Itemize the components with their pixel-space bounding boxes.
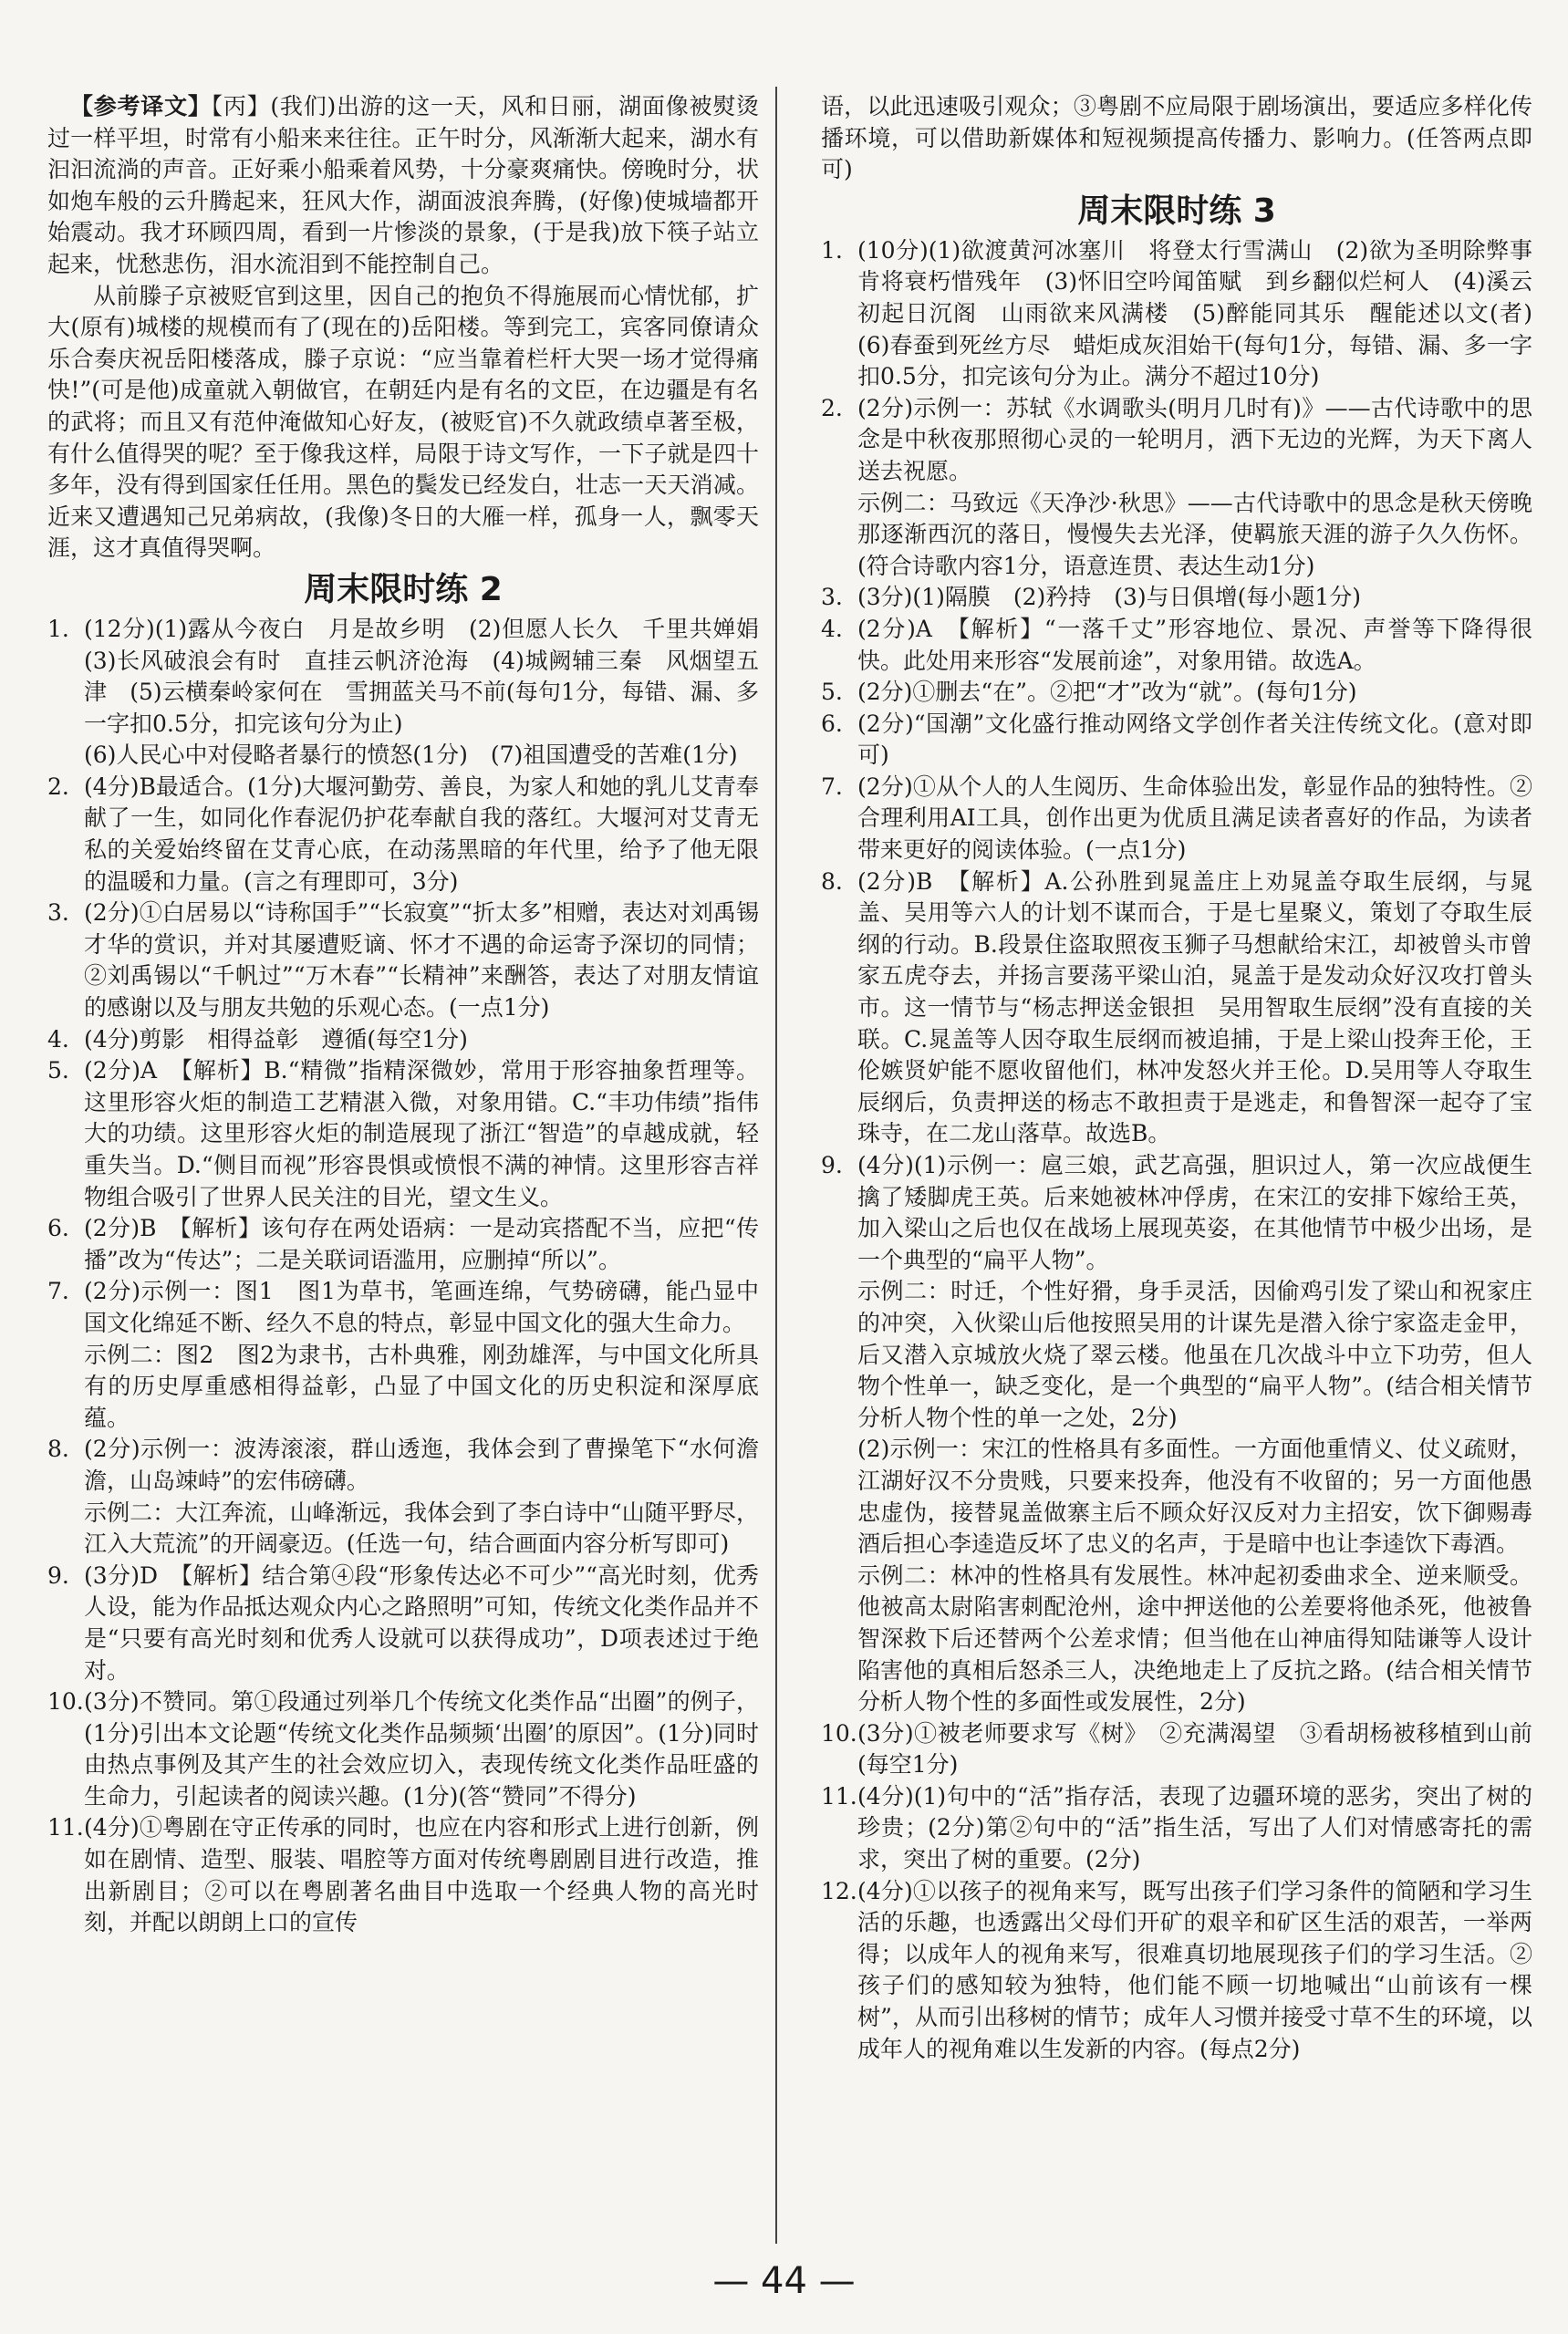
answer-number: 2. [821,394,843,421]
translation-paragraph-2: 从前滕子京被贬官到这里，因自己的抱负不得施展而心情忧郁，扩大(原有)城楼的规模而有了(现在的)岳阳楼。等到完工，宾客同僚请众乐合奏庆祝岳阳楼落成，滕子京说：“应当靠着栏杆大哭一场才觉得痛快!”(可是他)成童就入朝做官，在朝廷内是有名的文臣，在边疆是有名的武将；而且又有范仲淹做知心好友，(被贬官)不久就政绩卓著至极，有什么值得哭的呢？至于像我这样，局限于诗文写作，一下子就是四十多年，没有得到国家任任用。黑色的鬓发已经发白，壮志一天天消减。近来又遭遇知己兄弟病故，(我像)冬日的大雁一样，孤身一人，飘零天涯，这才真值得哭啊。 [47,282,759,562]
answer-item [47,1561,759,1686]
answer-item [47,614,783,740]
section-title-3: 周末限时练 3 [1077,192,1276,230]
right-column [821,91,1556,2065]
answer-text: 示例二：时迁，个性好猾，身手灵活，因偷鸡引发了梁山和祝家庄的冲突，入伙梁山后他按照吴用的计谋先是潜入徐宁家盗走金甲，后又潜入京城放火烧了翠云楼。他虽在几次战斗中立下功劳，但人物个性单一，缺乏变化，是一个典型的“扁平人物”。(结合相关情节分析人物个性的单一之处，2分) [857,1278,1532,1431]
answer-number: 9. [47,1561,69,1589]
answer-text: 示例二：大江奔流，山峰渐远，我体会到了李白诗中“山随平野尽，江入大荒流”的开阔豪迈。(任选一句，结合画面内容分析写即可) [84,1499,759,1558]
answers-2 [47,614,783,1939]
answer-number: 6. [47,1215,69,1242]
column-divider [775,87,777,2244]
answer-item [47,740,759,772]
page-number: — 44 — [712,2260,856,2302]
answer-text: (2分)示例一：图1 图1为草书，笔画连绵，气势磅礴，能凸显中国文化绵延不断、经久不息的特点，彰显中国文化的强大生命力。 [84,1278,759,1336]
answer-number: 7. [47,1278,69,1305]
answer-number: 7. [821,773,843,800]
answer-number: 12. [821,1877,857,1904]
answer-number: 4. [47,1025,69,1053]
answer-item [47,1812,759,1938]
answer-item [821,1561,1532,1718]
answer-item [821,709,1532,772]
answer-number: 9. [821,1152,843,1178]
answer-number: 5. [47,1057,69,1084]
answer-item [821,488,1532,583]
answer-text: (2分)示例一：苏轼《水调歌头(明月几时有)》——古代诗歌中的思念是中秋夜那照彻心灵的一轮明月，洒下无边的光辉，为天下离人送去祝愿。 [857,394,1532,484]
answer-item [47,1055,759,1213]
answer-text: (3分)D 【解析】结合第④段“形象传达必不可少”“高光时刻，优秀人设，能为作品抵达观众内心之路照明”可知，传统文化类作品并不是“只要有高光时刻和优秀人设就可以获得成功”，D项表述过于绝对。 [84,1561,759,1684]
answer-number: 1. [47,615,69,642]
answer-text: (4分)(1)句中的“活”指存活，表现了边疆环境的恶劣，突出了树的珍贵；(2分)第②句中的“活”指生活，写出了人们对情感寄托的需求，突出了树的重要。(2分) [857,1782,1532,1873]
answer-text: (12分)(1)露从今夜白 月是故乡明 (2)但愿人长久 千里共婵娟 (3)长风破浪会有时 直挂云帆济沧海 (4)城阙辅三秦 风烟望五津 (5)云横秦岭家何在 雪拥蓝关马不前(每句1分，每错、漏、多一字扣0.5分，扣完该句分为止) [84,615,783,737]
answer-text: (6)人民心中对侵略者暴行的愤怒(1分) (7)祖国遭受的苦难(1分) [84,742,738,769]
answer-item [821,1276,1532,1434]
answer-text: 示例二：图2 图2为隶书，古朴典雅，刚劲雄浑，与中国文化所具有的历史厚重感相得益彰，凸显了中国文化的历史积淀和深厚底蕴。 [84,1341,759,1431]
answer-item [47,1434,759,1497]
answer-number: 3. [47,899,69,927]
answer-text: (2分)B 【解析】该句存在两处语病：一是动宾搭配不当，应把“传播”改为“传达”；二是关联词语滥用，应删掉“所以”。 [84,1215,759,1273]
answer-item [821,772,1532,866]
answer-item [47,1340,759,1435]
answer-text: (4分)B最适合。(1分)大堰河勤劳、善良，为家人和她的乳儿艾青奉献了一生，如同化作春泥仍护花奉献自我的落红。大堰河对艾青无私的关爱始终留在艾青心底，在动荡黑暗的年代里，给予了他无限的温暖和力量。(言之有理即可，3分) [84,773,759,895]
answer-number: 8. [821,867,843,895]
answer-text: (4分)剪影 相得益彰 遵循(每空1分) [84,1025,468,1053]
answer-text: (3分)不赞同。第①段通过列举几个传统文化类作品“出圈”的例子，(1分)引出本文论题“传统文化类作品频频‘出圈’的原因”。(1分)同时由热点事例及其产生的社会效应切入，表现传统文化类作品旺盛的生命力，引起读者的阅读兴趣。(1分)(答“赞同”不得分) [84,1688,759,1810]
answer-text: (2分)示例一：波涛滚滚，群山透迤，我体会到了曹操笔下“水何澹澹，山岛竦峙”的宏伟磅礴。 [84,1436,759,1494]
answer-text: (2分)①白居易以“诗称国手”“长寂寞”“折太多”相赠，表达对刘禹锡才华的赏识，并对其屡遭贬谪、怀才不遇的命运寄予深切的同情；②刘禹锡以“千帆过”“万木春”“长精神”来酬答，表达了对朋友情谊的感谢以及与朋友共勉的乐观心态。(一点1分) [84,899,759,1022]
answer-item [47,1276,759,1339]
answer-text: (2)示例一：宋江的性格具有多面性。一方面他重情义、仗义疏财，江湖好汉不分贵贱，只要来投奔，他没有不收留的；另一方面他愚忠虚伪，接替晁盖做寨主后不顾众好汉反对力主招安，饮下御赐毒酒后担心李逵造反坏了忠义的名声，于是暗中也让李逵饮下毒酒。 [857,1436,1532,1558]
answer-number: 2. [47,773,69,800]
answer-number: 4. [821,615,843,642]
answer-number: 11. [47,1814,84,1841]
answer-item [47,1686,759,1812]
answer-text: (2分)“国潮”文化盛行推动网络文学创作者关注传统文化。(意对即可) [857,710,1532,769]
answer-item [821,1434,1532,1560]
answer-item [821,866,1532,1150]
answer-item [821,1781,1532,1876]
answer-item [47,1498,759,1561]
answers-3 [821,235,1556,2065]
answer-text: (4分)①粤剧在守正传承的同时，也应在内容和形式上进行创新，例如在剧情、造型、服装、唱腔等方面对传统粤剧剧目进行改造，推出新剧目；②可以在粤剧著名曲目中选取一个经典人物的高光时刻，并配以朗朗上口的宣传 [84,1814,759,1936]
answer-number: 6. [821,710,843,737]
answer-text: (2分)①删去“在”。②把“才”改为“就”。(每句1分) [857,679,1357,706]
answer-text: (3分)(1)隔膜 (2)矜持 (3)与日俱增(每小题1分) [857,584,1362,611]
answer-item [821,1876,1532,2066]
answer-text: (2分)A 【解析】B.“精微”指精深微妙，常用于形容抽象哲理等。这里形容火炬的制造工艺精湛入微，对象用错。C.“丰功伟绩”指伟大的功绩。这里形容火炬的制造展现了浙江“智造”的卓越成就，轻重失当。D.“侧目而视”形容畏惧或愤恨不满的神情。这里形容吉祥物组合吸引了世界人民关注的目光，望文生义。 [84,1057,759,1210]
left-column [47,91,783,1939]
answer-text: (4分)①以孩子的视角来写，既写出孩子们学习条件的简陋和学习生活的乐趣，也透露出父母们开矿的艰辛和矿区生活的艰苦，一举两得；以成年人的视角来写，很难真切地展现孩子们的学习生活。②孩子们的感知较为独特，他们能不顾一切地喊出“山前该有一棵树”，从而引出移树的情节；成年人习惯并接受寸草不生的环境，以成年人的视角难以生发新的内容。(每点2分) [857,1877,1532,2062]
answer-item [821,393,1532,488]
answer-item [47,772,759,897]
answer-text: (2分)A 【解析】“一落千丈”形容地位、景况、声誉等下降得很快。此处用来形容“发展前途”，对象用错。故选A。 [857,615,1532,674]
answer-number: 10. [821,1719,857,1747]
answer-item [47,897,759,1023]
answer-text: (2分)B 【解析】A.公孙胜到晁盖庄上劝晁盖夺取生辰纲，与晁盖、吴用等六人的计划不谋而合，于是七星聚义，策划了夺取生辰纲的行动。B.段景住盗取照夜玉狮子马想献给宋江，却被曾头市曾家五虎夺去，并扬言要荡平梁山泊，晁盖于是发动众好汉攻打曾头市。这一情节与“杨志押送金银担 吴用智取生辰纲”没有直接的关联。C.晁盖等人因夺取生辰纲而被追捕，于是上梁山投奔王伦，王伦嫉贤妒能不愿收留他们，林冲发怒火并王伦。D.吴用等人夺取生辰纲后，负责押送的杨志不敢担责于是逃走，和鲁智深一起夺了宝珠寺，在二龙山落草。故选B。 [857,867,1532,1147]
answer-text: (10分)(1)欲渡黄河冰塞川 将登太行雪满山 (2)欲为圣明除弊事 肯将衰朽惜残年 (3)怀旧空吟闻笛赋 到乡翻似烂柯人 (4)溪云初起日沉阁 山雨欲来风满楼 (5)醉能同其乐 醒能述以文(者) (6)春蚕到死丝方尽 蜡炬成灰泪始干(每句1分，每错、漏、多一字扣0.5分，扣完该句分为止。满分不超过10分) [857,236,1556,390]
answer-item [821,1150,1532,1276]
answer-text: (4分)(1)示例一：扈三娘，武艺高强，胆识过人，第一次应战便生擒了矮脚虎王英。后来她被林冲俘虏，在宋江的安排下嫁给王英，加入梁山之后也仅在战场上展现英姿，在其他情节中极少出场，是一个典型的“扁平人物”。 [857,1152,1532,1273]
section-title-2: 周末限时练 2 [304,570,503,608]
answer-number: 10. [47,1688,84,1716]
answer-number: 3. [821,584,843,611]
answer-text: (3分)①被老师要求写《树》 ②充满渴望 ③看胡杨被移植到山前(每空1分) [857,1719,1532,1779]
answer-item [47,1213,759,1276]
continued-answer: 语，以此迅速吸引观众；③粤剧不应局限于剧场演出，要适应多样化传播环境，可以借助新媒体和短视频提高传播力、影响力。(任答两点即可) [821,93,1532,183]
answer-item [821,235,1556,393]
answer-number: 5. [821,679,843,706]
answer-number: 11. [821,1782,857,1810]
answer-text: 示例二：马致远《天净沙·秋思》——古代诗歌中的思念是秋天傍晚那逐渐西沉的落日，慢慢失去光泽，使羁旅天涯的游子久久伤怀。(符合诗歌内容1分，语意连贯、表达生动1分) [857,489,1532,579]
answer-item [821,614,1532,677]
translation-label: 【参考译文】 [70,93,212,119]
answer-text: (2分)①从个人的人生阅历、生命体验出发，彰显作品的独特性。②合理利用AI工具，创作出更为优质且满足读者喜好的作品，为读者带来更好的阅读体验。(一点1分) [857,773,1532,864]
answer-item [821,1718,1532,1781]
answer-item [821,677,1532,709]
answer-number: 8. [47,1436,69,1463]
answer-number: 1. [821,236,843,264]
answer-item [47,1024,759,1056]
translation-paragraph-1: 【参考译文】【丙】(我们)出游的这一天，风和日丽，湖面像被熨烫过一样平坦，时常有小船来来往往。正午时分，风渐渐大起来，湖水有汩汩流淌的声音。正好乘小船乘着风势，十分豪爽痛快。傍晚时分，状如炮车般的云升腾起来，狂风大作，湖面波浪奔腾，(好像)使城墙都开始震动。我才环顾四周，看到一片惨淡的景象，(于是我)放下筷子站立起来，忧愁悲伤，泪水流泪到不能控制自己。 [47,93,759,277]
answer-text: 示例二：林冲的性格具有发展性。林冲起初委曲求全、逆来顺受。他被高太尉陷害刺配沧州，途中押送他的公差要将他杀死，他被鲁智深救下后还替两个公差求情；但当他在山神庙得知陆谦等人设计陷害他的真相后怒杀三人，决绝地走上了反抗之路。(结合相关情节分析人物个性的多面性或发展性，2分) [857,1561,1532,1716]
answer-item [821,582,1532,614]
